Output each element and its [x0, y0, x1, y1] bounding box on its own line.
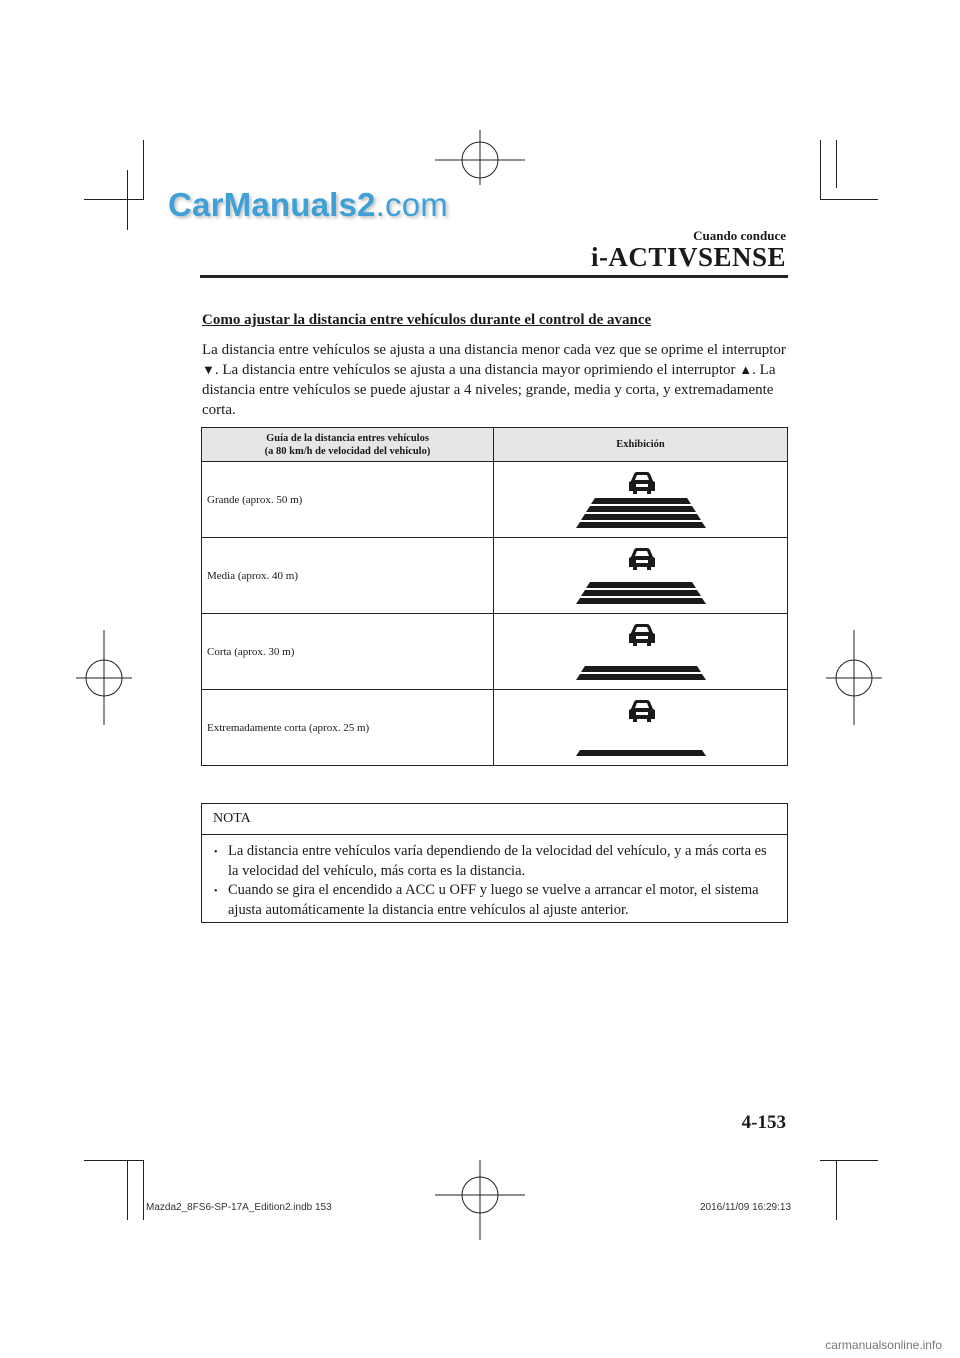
distance-bar	[591, 498, 691, 504]
distance-guide-table	[201, 427, 788, 766]
distance-label: Grande (aprox. 50 m)	[202, 462, 494, 538]
table-row	[202, 538, 788, 614]
distance-bar	[581, 514, 701, 520]
car-front-icon	[629, 548, 655, 570]
distance-bar	[576, 750, 706, 756]
table-row	[202, 690, 788, 766]
bullet-icon: •	[214, 886, 218, 897]
table-header-row	[202, 428, 788, 462]
car-front-icon	[629, 624, 655, 646]
distance-display	[494, 690, 788, 766]
header-line: Guía de la distancia entres vehículos	[266, 432, 429, 444]
site-watermark: carmanualsonline.info	[825, 1338, 942, 1352]
distance-display-graphic	[571, 694, 711, 762]
distance-bar	[586, 582, 696, 588]
down-triangle-icon: ▼	[202, 362, 215, 377]
distance-bar	[576, 598, 706, 604]
distance-bar	[586, 506, 696, 512]
page-number: 4-153	[741, 1112, 786, 1133]
distance-label: Media (aprox. 40 m)	[202, 538, 494, 614]
crop-mark	[143, 140, 144, 200]
registration-mark	[826, 630, 886, 730]
registration-mark	[76, 630, 136, 730]
car-front-icon	[629, 472, 655, 494]
paragraph-text: . La distancia entre vehículos se puede ajustar a 4 niveles; grande, media y corta, y extremadamente corta.	[202, 362, 776, 418]
crop-mark	[836, 140, 837, 188]
bullet-icon: •	[214, 847, 218, 858]
section-title: i-ACTIVSENSE	[590, 242, 786, 272]
note-box	[201, 803, 788, 923]
crop-mark	[836, 1160, 837, 1220]
crop-mark	[84, 199, 144, 200]
paragraph-text: . La distancia entre vehículos se ajusta a una distancia mayor oprimiendo el interruptor	[214, 362, 740, 378]
chapter-title: Cuando conduce	[693, 228, 786, 243]
car-front-icon	[629, 700, 655, 722]
table-row	[202, 462, 788, 538]
watermark-brand: CarManuals2	[168, 186, 376, 223]
note-title: NOTA	[213, 811, 251, 826]
crop-mark	[820, 140, 821, 200]
table-header-distance	[202, 428, 494, 462]
distance-display-graphic	[571, 618, 711, 686]
footer-file: Mazda2_8FS6-SP-17A_Edition2.indb 153	[146, 1202, 332, 1213]
distance-bar	[581, 590, 701, 596]
crop-mark	[84, 1160, 144, 1161]
crop-mark	[127, 1160, 128, 1220]
distance-label: Corta (aprox. 30 m)	[202, 614, 494, 690]
table-row	[202, 614, 788, 690]
distance-bar	[576, 522, 706, 528]
footer-timestamp: 2016/11/09 16:29:13	[700, 1202, 792, 1213]
paragraph-text: La distancia entre vehículos se ajusta a una distancia menor cada vez que se oprime el interruptor	[202, 342, 786, 358]
note-item-text: Cuando se gira el encendido a ACC u OFF y luego se vuelve a arrancar el motor, el sistema ajusta automáticamente la distancia entre vehículos al ajuste anterior.	[228, 882, 759, 918]
header-line: (a 80 km/h de velocidad del vehículo)	[264, 445, 431, 457]
note-item	[214, 881, 774, 920]
distance-display	[494, 462, 788, 538]
crop-mark	[143, 1160, 144, 1220]
registration-mark	[430, 1160, 530, 1240]
note-item-text: La distancia entre vehículos varía dependiendo de la velocidad del vehículo, y a más corta es la velocidad del vehículo, más corta es la distancia.	[228, 843, 767, 879]
watermark-suffix: .com	[375, 186, 448, 223]
distance-display-graphic	[571, 542, 711, 610]
note-list	[202, 842, 774, 920]
distance-label: Extremadamente corta (aprox. 25 m)	[202, 690, 494, 766]
distance-bar	[576, 674, 706, 680]
up-triangle-icon: ▲	[739, 362, 753, 377]
table-header-display: Exhibición	[494, 428, 788, 462]
crop-mark	[820, 199, 878, 200]
watermark-logo	[168, 186, 448, 224]
crop-mark	[820, 1160, 878, 1161]
note-divider	[202, 834, 787, 835]
note-item	[214, 842, 774, 881]
header-rule	[200, 275, 788, 278]
body-paragraph	[202, 340, 788, 420]
distance-bar	[581, 666, 701, 672]
crop-mark	[127, 170, 128, 230]
distance-display	[494, 538, 788, 614]
distance-display	[494, 614, 788, 690]
subheading: Como ajustar la distancia entre vehículos durante el control de avance	[202, 312, 652, 328]
distance-display-graphic	[571, 466, 711, 534]
